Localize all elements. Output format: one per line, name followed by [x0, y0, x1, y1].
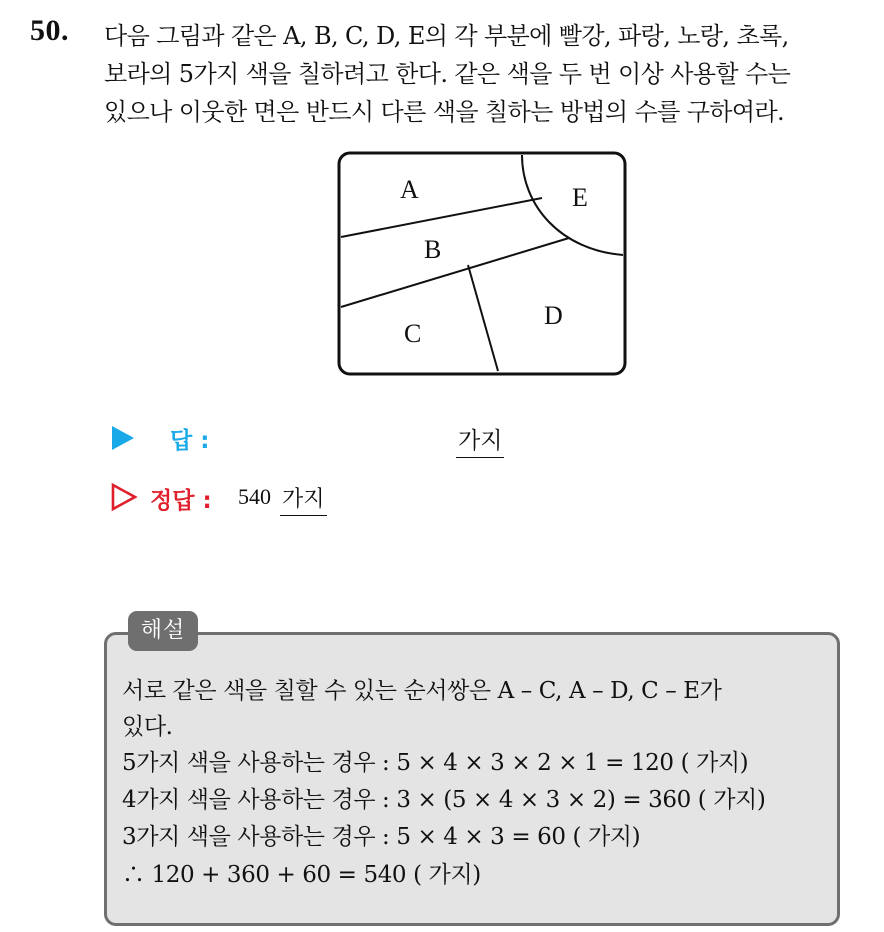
- question-text-line-2: 보라의 5가지 색을 칠하려고 한다. 같은 색을 두 번 이상 사용할 수는: [104, 60, 791, 88]
- solution-line-2: 있다.: [122, 714, 173, 740]
- boundary-b-c: [341, 238, 569, 307]
- region-label-d: D: [544, 301, 563, 330]
- answer-row: [112, 418, 532, 458]
- solution-line-3: 5가지 색을 사용하는 경우 : 5 × 4 × 3 × 2 × 1 = 120 ( 가지): [122, 750, 749, 776]
- correct-answer-label: 정답 :: [150, 488, 212, 514]
- correct-answer-row: [110, 478, 510, 518]
- play-arrow-icon: [112, 426, 134, 450]
- region-label-e: E: [572, 183, 588, 212]
- correct-answer-value: 540: [238, 484, 271, 509]
- solution-line-1: 서로 같은 색을 칠할 수 있는 순서쌍은 A – C, A – D, C – E가: [122, 678, 722, 704]
- question-number: 50.: [30, 14, 69, 47]
- region-diagram: [336, 150, 628, 378]
- question-text-line-1: 다음 그림과 같은 A, B, C, D, E의 각 부분에 빨강, 파랑, 노랑, 초록,: [104, 22, 789, 50]
- question-text-line-3: 있으나 이웃한 면은 반드시 다른 색을 칠하는 방법의 수를 구하여라.: [104, 98, 785, 126]
- region-label-a: A: [400, 175, 419, 204]
- boundary-c-d: [468, 265, 498, 371]
- outline-arrow-icon: [110, 482, 138, 512]
- solution-line-6: ∴ 120 + 360 + 60 = 540 ( 가지): [122, 862, 481, 888]
- solution-line-5: 3가지 색을 사용하는 경우 : 5 × 4 × 3 = 60 ( 가지): [122, 824, 641, 850]
- boundary-a-b: [341, 198, 542, 237]
- correct-answer-unit: 가지: [280, 482, 327, 516]
- region-label-b: B: [424, 235, 442, 264]
- solution-line-4: 4가지 색을 사용하는 경우 : 3 × (5 × 4 × 3 × 2) = 360 ( 가지): [122, 787, 766, 813]
- answer-label: 답 :: [170, 428, 210, 454]
- answer-blank-unit: 가지: [456, 422, 504, 458]
- solution-tab: 해설: [128, 611, 198, 651]
- region-label-c: C: [404, 319, 422, 348]
